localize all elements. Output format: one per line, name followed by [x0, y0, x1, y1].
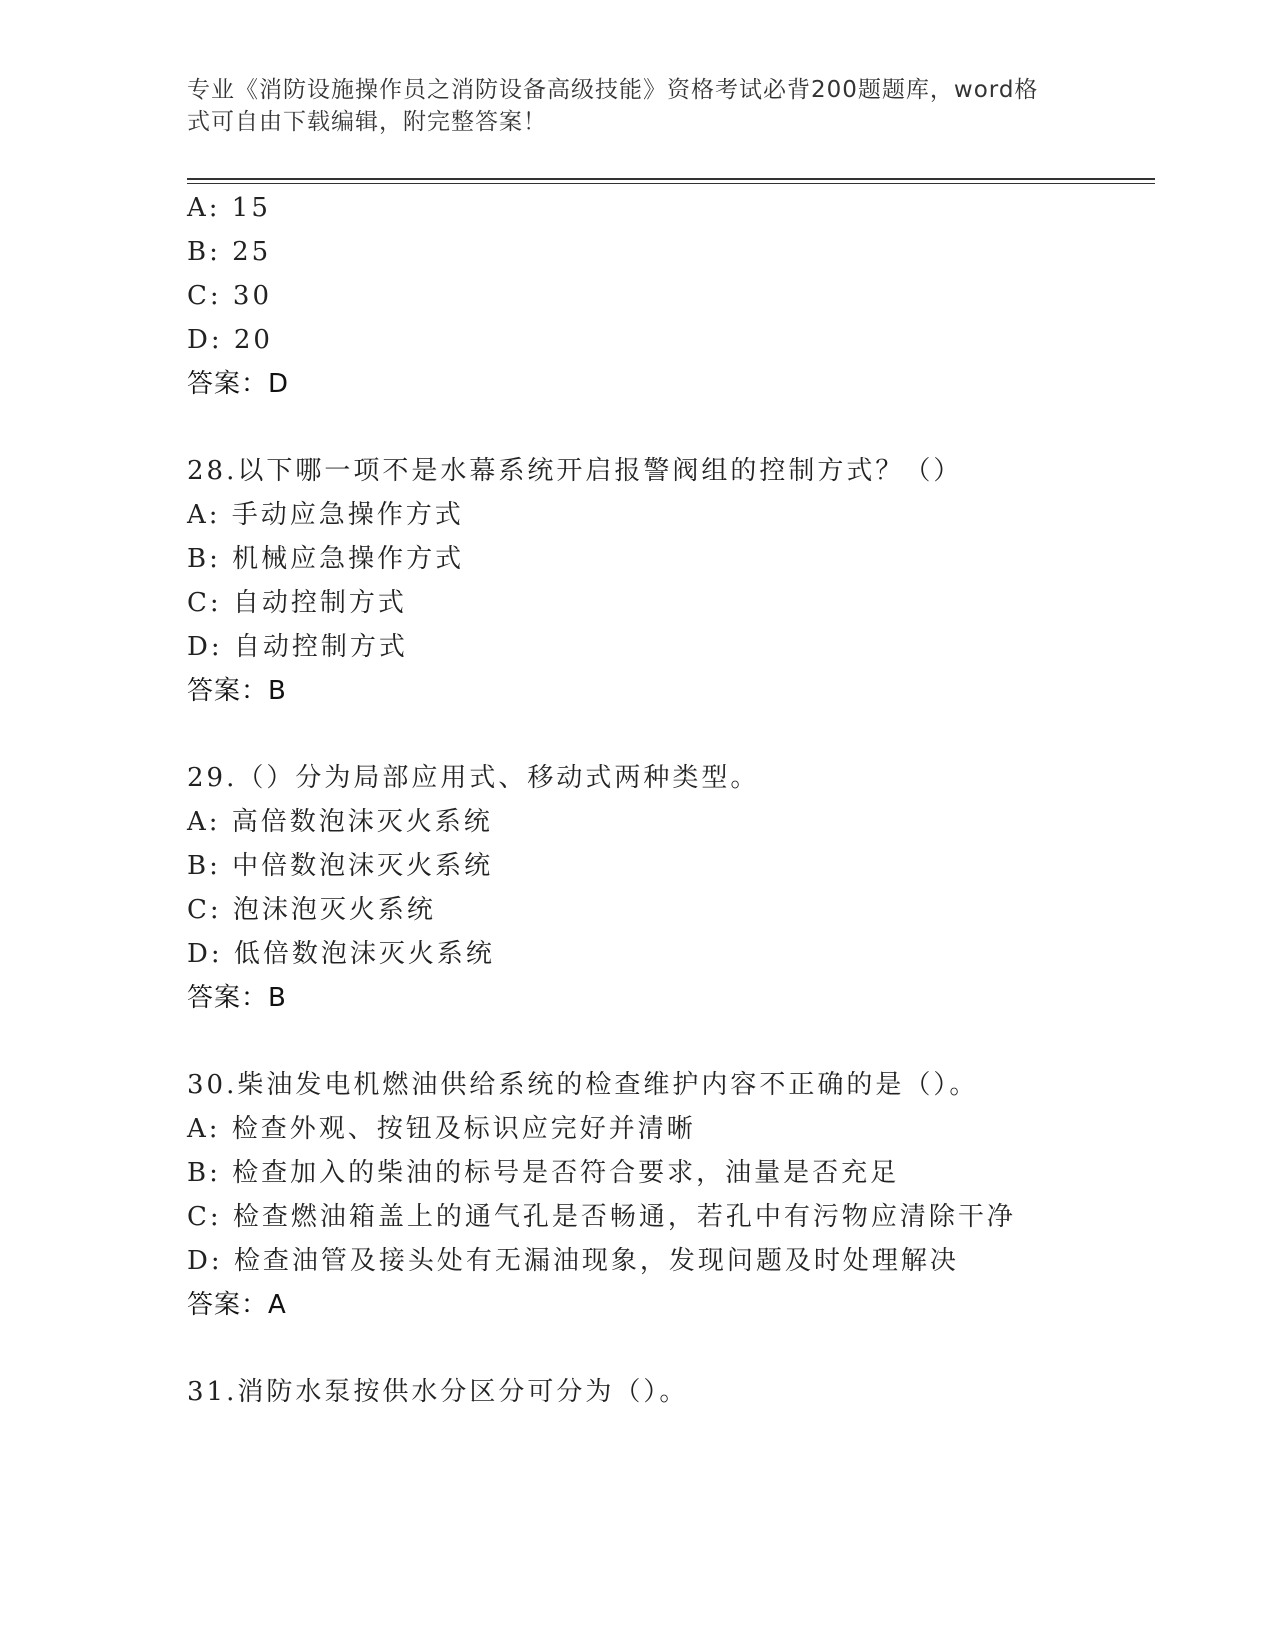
q28-option-b: B: 机械应急操作方式	[187, 544, 465, 574]
q28-option-d: D: 自动控制方式	[187, 632, 408, 662]
q29-option-a: A: 高倍数泡沫灭火系统	[187, 807, 493, 837]
q29-option-d: D: 低倍数泡沫灭火系统	[187, 939, 495, 969]
q27-option-a: A: 15	[187, 193, 271, 223]
q29-option-c: C: 泡沫泡灭火系统	[187, 895, 436, 925]
document-header	[187, 74, 1067, 138]
q29-option-b: B: 中倍数泡沫灭火系统	[187, 851, 494, 881]
q28-option-c: C: 自动控制方式	[187, 588, 407, 618]
q30-option-c: C: 检查燃油箱盖上的通气孔是否畅通，若孔中有污物应清除干净	[187, 1202, 1016, 1232]
q30-stem: 30.柴油发电机燃油供给系统的检查维护内容不正确的是（）。	[187, 1070, 979, 1100]
header-line-1: 专业《消防设施操作员之消防设备高级技能》资格考试必背200题题库，word格	[187, 77, 1039, 103]
q27-answer: 答案：D	[187, 369, 290, 399]
q28-option-a: A: 手动应急操作方式	[187, 500, 464, 530]
q30-option-d: D: 检查油管及接头处有无漏油现象，发现问题及时处理解决	[187, 1246, 959, 1276]
q29-stem: 29.（）分为局部应用式、移动式两种类型。	[187, 763, 760, 793]
q30-option-a: A: 检查外观、按钮及标识应完好并清晰	[187, 1114, 696, 1144]
q28-answer: 答案：B	[187, 676, 287, 706]
header-divider-thick	[187, 178, 1155, 180]
header-divider-thin	[187, 183, 1155, 184]
q27-option-b: B: 25	[187, 237, 272, 267]
q29-answer: 答案：B	[187, 983, 287, 1013]
q27-option-d: D: 20	[187, 325, 273, 355]
q27-option-c: C: 30	[187, 281, 273, 311]
header-line-2: 式可自由下载编辑，附完整答案！	[187, 109, 547, 135]
q30-option-b: B: 检查加入的柴油的标号是否符合要求，油量是否充足	[187, 1158, 900, 1188]
q28-stem: 28.以下哪一项不是水幕系统开启报警阀组的控制方式？（）	[187, 456, 963, 486]
q31-stem: 31.消防水泵按供水分区分可分为（）。	[187, 1377, 689, 1407]
q30-answer: 答案：A	[187, 1290, 287, 1320]
